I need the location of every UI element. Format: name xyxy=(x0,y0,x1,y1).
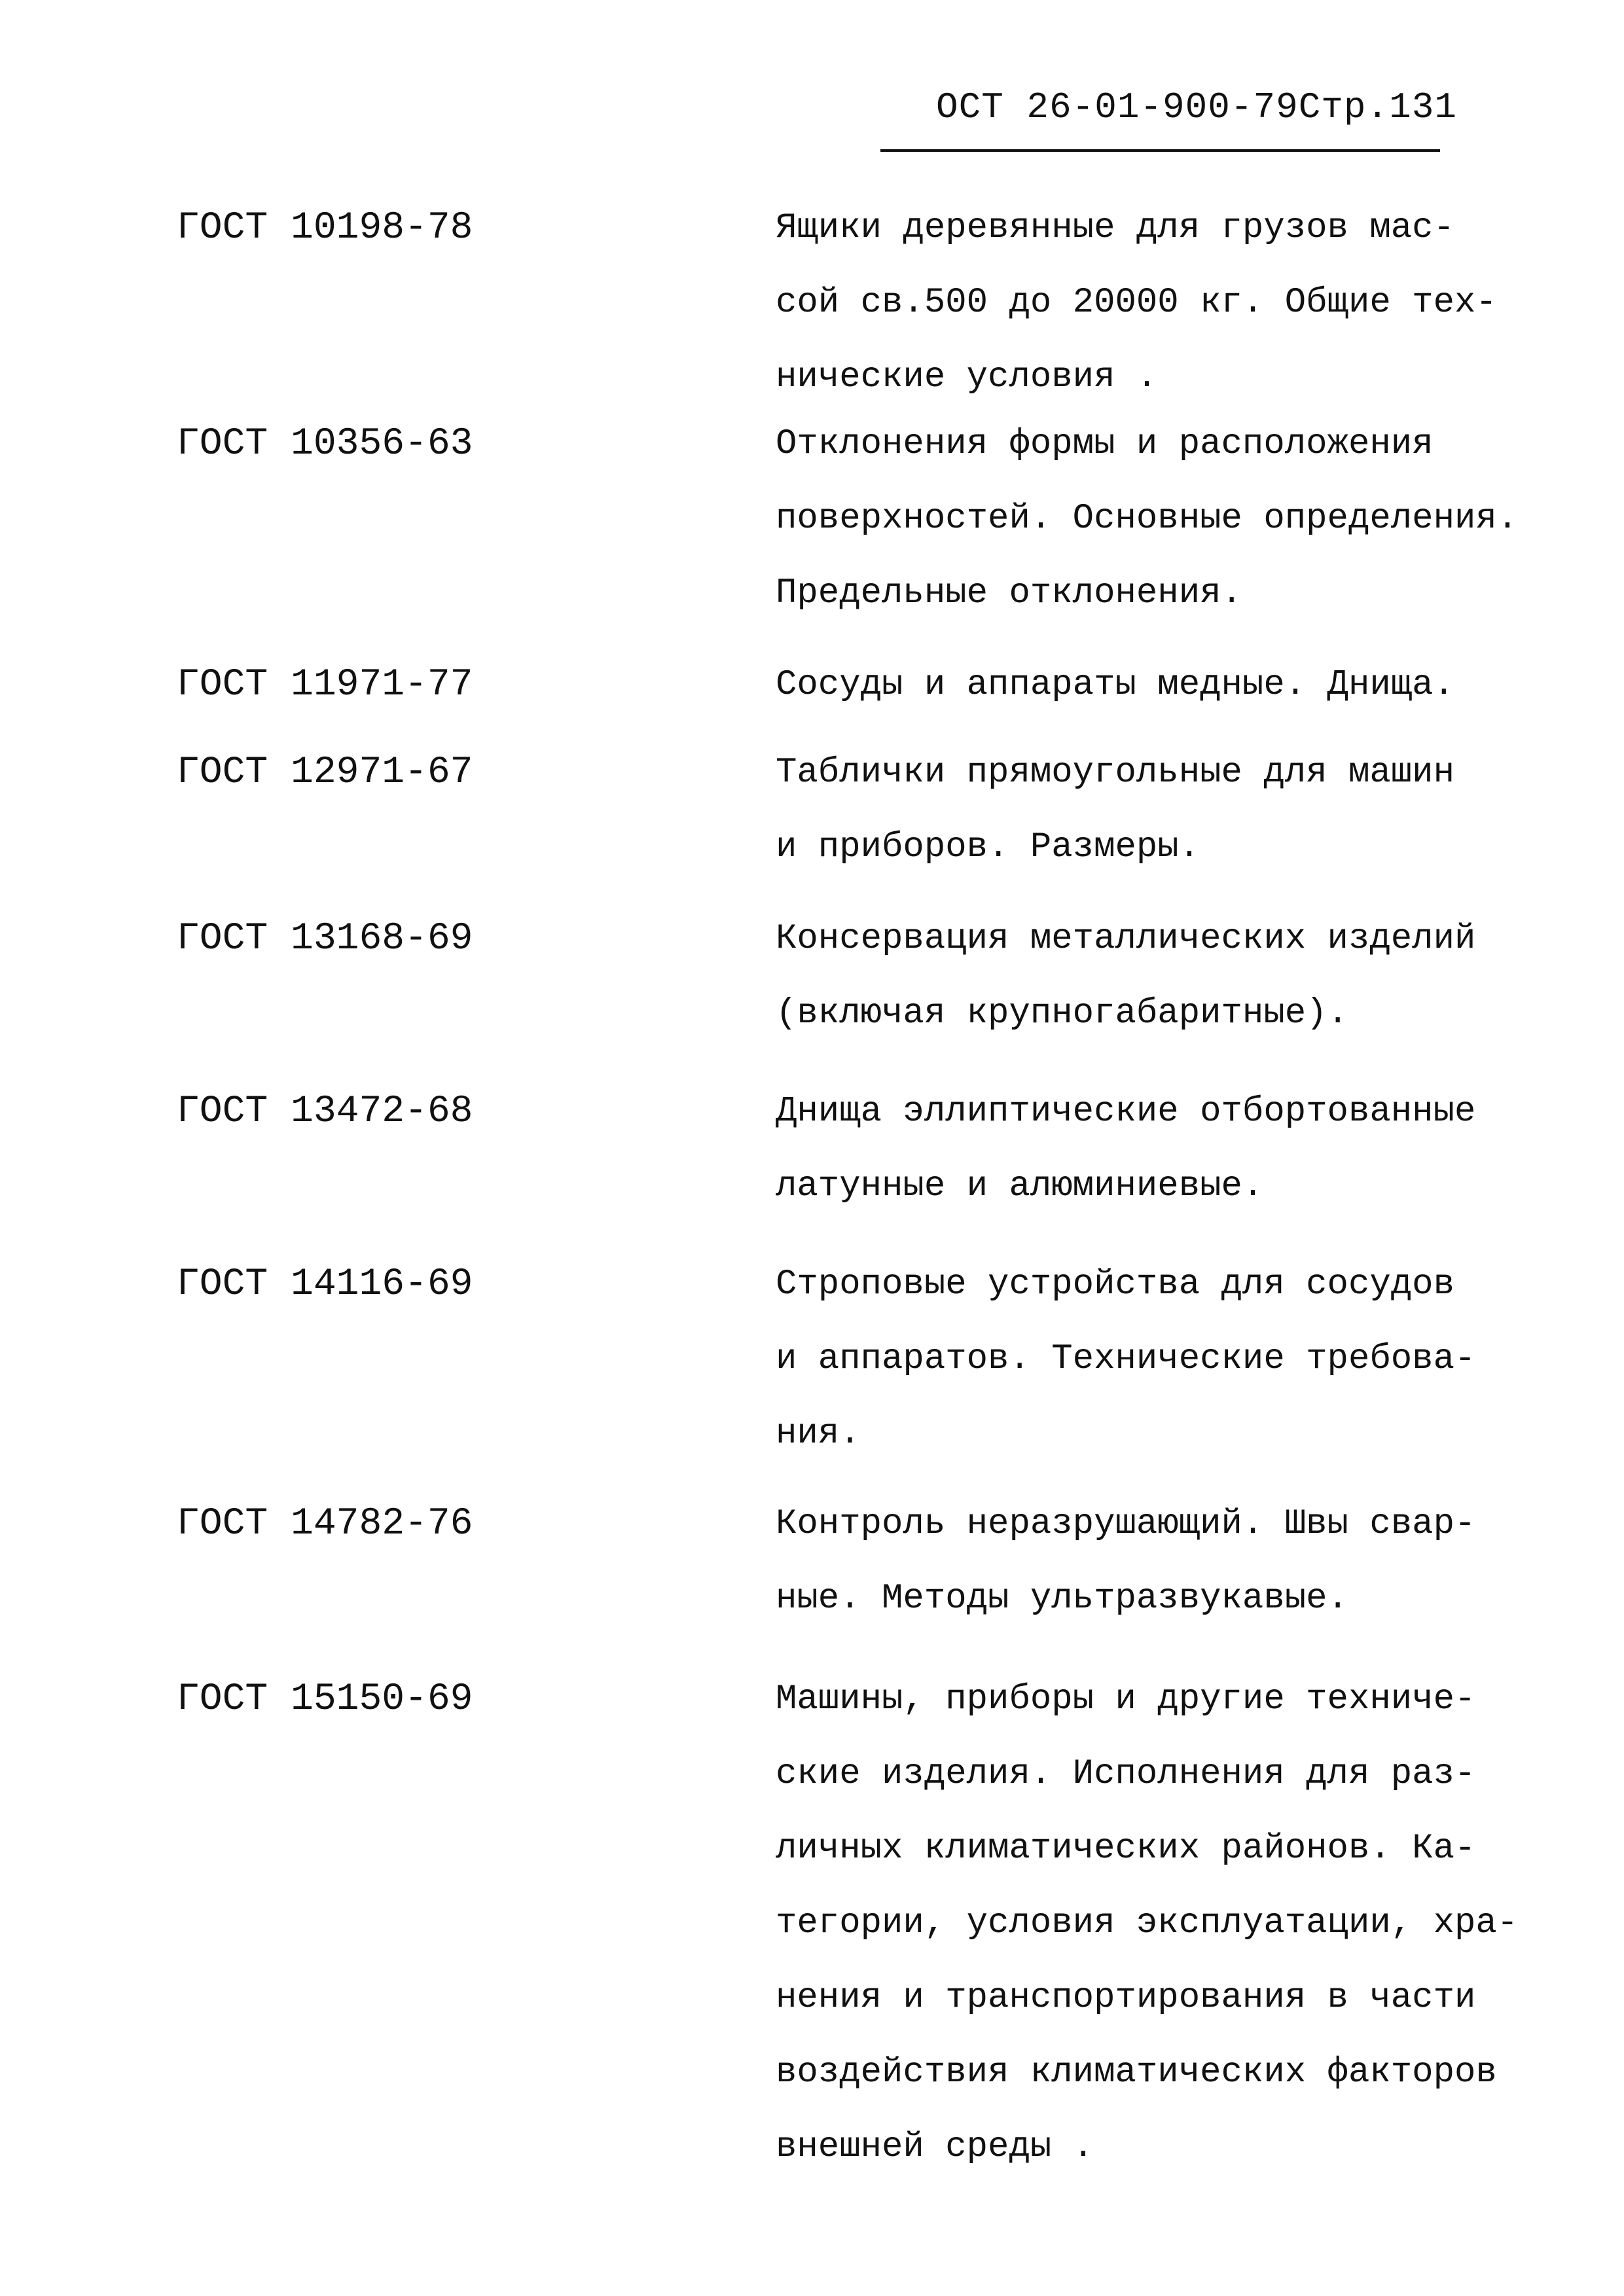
description-line: и приборов. Размеры. xyxy=(776,827,1200,867)
description-line: Консервация металлических изделий xyxy=(776,919,1476,959)
description-line: Строповые устройства для сосудов xyxy=(776,1265,1454,1304)
description-line: Контроль неразрушающий. Швы свар- xyxy=(776,1504,1476,1544)
standard-code: ГОСТ 14116-69 xyxy=(177,1263,473,1306)
description-line: Предельные отклонения. xyxy=(776,573,1242,613)
description-line: Таблички прямоугольные для машин xyxy=(776,753,1454,793)
description-line: Ящики деревянные для грузов мас- xyxy=(776,208,1454,248)
description-line: ные. Методы ультразвукавые. xyxy=(776,1579,1348,1619)
description-line: нические условия . xyxy=(776,357,1158,397)
standard-description xyxy=(776,191,1548,415)
standard-code: ГОСТ 10356-63 xyxy=(177,423,473,465)
standard-description xyxy=(776,1487,1548,1636)
description-line: латунные и алюминиевые. xyxy=(776,1166,1264,1206)
standard-description xyxy=(776,648,1548,723)
standard-description xyxy=(776,736,1548,885)
standard-code: ГОСТ 14782-76 xyxy=(177,1503,473,1545)
page-header: ОСТ 26-01-900-79Стр.131 xyxy=(936,86,1457,128)
description-line: Сосуды и аппараты медные. Днища. xyxy=(776,665,1454,705)
description-line: личных климатических районов. Ка- xyxy=(776,1829,1476,1869)
standard-code: ГОСТ 10198-78 xyxy=(177,207,473,249)
header-underline xyxy=(880,149,1440,152)
standard-code: ГОСТ 11971-77 xyxy=(177,664,473,706)
description-line: Днища эллиптические отбортованные xyxy=(776,1092,1476,1132)
description-line: нения и транспортирования в части xyxy=(776,1978,1476,2018)
standard-code: ГОСТ 13168-69 xyxy=(177,918,473,960)
description-line: внешней среды . xyxy=(776,2127,1094,2167)
standard-description xyxy=(776,1075,1548,1224)
description-line: воздействия климатических факторов xyxy=(776,2053,1497,2092)
description-line: поверхностей. Основные определения. xyxy=(776,499,1519,539)
description-line: (включая крупногабаритные). xyxy=(776,994,1348,1033)
description-line: ские изделия. Исполнения для раз- xyxy=(776,1754,1476,1794)
standard-description xyxy=(776,1247,1548,1471)
description-line: ния. xyxy=(776,1414,861,1454)
description-line: и аппаратов. Технические требова- xyxy=(776,1339,1476,1379)
standard-code: ГОСТ 13472-68 xyxy=(177,1090,473,1133)
standard-code: ГОСТ 12971-67 xyxy=(177,751,473,794)
standard-description xyxy=(776,1662,1548,2185)
standard-description xyxy=(776,902,1548,1051)
description-line: тегории, условия эксплуатации, хра- xyxy=(776,1903,1519,1943)
standard-description xyxy=(776,407,1548,631)
description-line: Отклонения формы и расположения xyxy=(776,424,1434,464)
description-line: Машины, приборы и другие техниче- xyxy=(776,1679,1476,1719)
standard-code: ГОСТ 15150-69 xyxy=(177,1678,473,1721)
description-line: сой св.500 до 20000 кг. Общие тех- xyxy=(776,283,1497,323)
